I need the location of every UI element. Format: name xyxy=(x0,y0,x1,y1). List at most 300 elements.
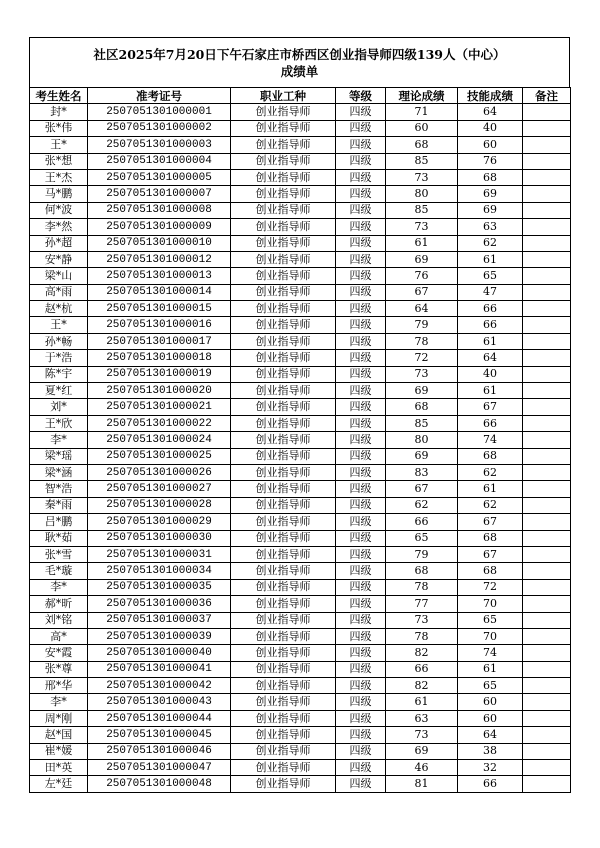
cell-exam-id: 2507051301000010 xyxy=(88,235,231,251)
cell-exam-id: 2507051301000022 xyxy=(88,415,231,431)
table-row xyxy=(30,169,571,185)
cell-theory-score: 61 xyxy=(386,235,458,251)
cell-exam-id: 2507051301000013 xyxy=(88,268,231,284)
cell-exam-id: 2507051301000031 xyxy=(88,546,231,562)
cell-level: 四级 xyxy=(336,628,386,644)
cell-name: 高* xyxy=(30,628,88,644)
cell-level: 四级 xyxy=(336,645,386,661)
cell-theory-score: 80 xyxy=(386,186,458,202)
cell-theory-score: 69 xyxy=(386,251,458,267)
cell-theory-score: 63 xyxy=(386,710,458,726)
cell-occupation: 创业指导师 xyxy=(231,743,336,759)
cell-level: 四级 xyxy=(336,710,386,726)
cell-level: 四级 xyxy=(336,219,386,235)
cell-level: 四级 xyxy=(336,776,386,792)
cell-remarks xyxy=(523,432,571,448)
cell-skill-score: 72 xyxy=(458,579,523,595)
cell-exam-id: 2507051301000009 xyxy=(88,219,231,235)
cell-occupation: 创业指导师 xyxy=(231,694,336,710)
table-row xyxy=(30,301,571,317)
cell-name: 孙*超 xyxy=(30,235,88,251)
cell-occupation: 创业指导师 xyxy=(231,776,336,792)
cell-name: 吕*鹏 xyxy=(30,514,88,530)
cell-name: 孙*畅 xyxy=(30,333,88,349)
cell-remarks xyxy=(523,104,571,120)
cell-level: 四级 xyxy=(336,186,386,202)
cell-level: 四级 xyxy=(336,727,386,743)
cell-remarks xyxy=(523,350,571,366)
cell-remarks xyxy=(523,284,571,300)
cell-skill-score: 40 xyxy=(458,120,523,136)
cell-occupation: 创业指导师 xyxy=(231,350,336,366)
cell-skill-score: 65 xyxy=(458,268,523,284)
cell-level: 四级 xyxy=(336,399,386,415)
table-row xyxy=(30,546,571,562)
cell-occupation: 创业指导师 xyxy=(231,628,336,644)
cell-remarks xyxy=(523,563,571,579)
cell-name: 邢*华 xyxy=(30,678,88,694)
cell-occupation: 创业指导师 xyxy=(231,317,336,333)
cell-level: 四级 xyxy=(336,104,386,120)
cell-exam-id: 2507051301000036 xyxy=(88,596,231,612)
header-row xyxy=(30,88,571,104)
cell-level: 四级 xyxy=(336,579,386,595)
cell-remarks xyxy=(523,251,571,267)
cell-exam-id: 2507051301000040 xyxy=(88,645,231,661)
score-sheet xyxy=(29,37,570,793)
col-header-remarks: 备注 xyxy=(523,88,571,104)
cell-occupation: 创业指导师 xyxy=(231,530,336,546)
cell-skill-score: 62 xyxy=(458,235,523,251)
col-header-exam-id: 准考证号 xyxy=(88,88,231,104)
cell-level: 四级 xyxy=(336,481,386,497)
cell-occupation: 创业指导师 xyxy=(231,268,336,284)
table-row xyxy=(30,497,571,513)
cell-name: 王*杰 xyxy=(30,169,88,185)
cell-theory-score: 76 xyxy=(386,268,458,284)
cell-occupation: 创业指导师 xyxy=(231,202,336,218)
table-row xyxy=(30,350,571,366)
cell-skill-score: 74 xyxy=(458,645,523,661)
cell-remarks xyxy=(523,661,571,677)
cell-occupation: 创业指导师 xyxy=(231,169,336,185)
cell-skill-score: 60 xyxy=(458,137,523,153)
cell-skill-score: 63 xyxy=(458,219,523,235)
cell-level: 四级 xyxy=(336,694,386,710)
cell-name: 赵*杭 xyxy=(30,301,88,317)
cell-exam-id: 2507051301000025 xyxy=(88,448,231,464)
col-header-skill-score: 技能成绩 xyxy=(458,88,523,104)
table-row xyxy=(30,514,571,530)
cell-remarks xyxy=(523,137,571,153)
cell-theory-score: 82 xyxy=(386,678,458,694)
cell-name: 耿*茹 xyxy=(30,530,88,546)
cell-remarks xyxy=(523,333,571,349)
cell-skill-score: 61 xyxy=(458,251,523,267)
cell-name: 何*波 xyxy=(30,202,88,218)
cell-skill-score: 61 xyxy=(458,333,523,349)
table-row xyxy=(30,694,571,710)
cell-level: 四级 xyxy=(336,317,386,333)
cell-exam-id: 2507051301000047 xyxy=(88,760,231,776)
cell-occupation: 创业指导师 xyxy=(231,678,336,694)
cell-level: 四级 xyxy=(336,153,386,169)
cell-theory-score: 78 xyxy=(386,333,458,349)
cell-theory-score: 62 xyxy=(386,497,458,513)
cell-remarks xyxy=(523,514,571,530)
table-row xyxy=(30,628,571,644)
cell-skill-score: 68 xyxy=(458,563,523,579)
cell-name: 于*浩 xyxy=(30,350,88,366)
cell-skill-score: 68 xyxy=(458,530,523,546)
cell-level: 四级 xyxy=(336,301,386,317)
cell-exam-id: 2507051301000024 xyxy=(88,432,231,448)
cell-remarks xyxy=(523,399,571,415)
cell-theory-score: 66 xyxy=(386,514,458,530)
cell-remarks xyxy=(523,546,571,562)
cell-exam-id: 2507051301000020 xyxy=(88,383,231,399)
cell-theory-score: 73 xyxy=(386,219,458,235)
cell-theory-score: 46 xyxy=(386,760,458,776)
cell-theory-score: 67 xyxy=(386,481,458,497)
cell-occupation: 创业指导师 xyxy=(231,415,336,431)
cell-occupation: 创业指导师 xyxy=(231,333,336,349)
cell-level: 四级 xyxy=(336,448,386,464)
table-row xyxy=(30,251,571,267)
table-row xyxy=(30,760,571,776)
cell-exam-id: 2507051301000034 xyxy=(88,563,231,579)
cell-remarks xyxy=(523,628,571,644)
table-row xyxy=(30,481,571,497)
cell-occupation: 创业指导师 xyxy=(231,481,336,497)
cell-occupation: 创业指导师 xyxy=(231,120,336,136)
cell-name: 李* xyxy=(30,579,88,595)
cell-remarks xyxy=(523,415,571,431)
cell-skill-score: 61 xyxy=(458,661,523,677)
cell-exam-id: 2507051301000041 xyxy=(88,661,231,677)
cell-name: 封* xyxy=(30,104,88,120)
table-row xyxy=(30,710,571,726)
cell-occupation: 创业指导师 xyxy=(231,432,336,448)
cell-occupation: 创业指导师 xyxy=(231,137,336,153)
cell-exam-id: 2507051301000015 xyxy=(88,301,231,317)
cell-level: 四级 xyxy=(336,251,386,267)
cell-theory-score: 73 xyxy=(386,612,458,628)
cell-skill-score: 66 xyxy=(458,317,523,333)
cell-skill-score: 70 xyxy=(458,596,523,612)
cell-name: 秦*雨 xyxy=(30,497,88,513)
cell-level: 四级 xyxy=(336,743,386,759)
cell-name: 王*欣 xyxy=(30,415,88,431)
cell-name: 刘*铭 xyxy=(30,612,88,628)
cell-exam-id: 2507051301000018 xyxy=(88,350,231,366)
cell-level: 四级 xyxy=(336,530,386,546)
cell-occupation: 创业指导师 xyxy=(231,579,336,595)
cell-exam-id: 2507051301000035 xyxy=(88,579,231,595)
cell-theory-score: 68 xyxy=(386,137,458,153)
table-row xyxy=(30,596,571,612)
score-table xyxy=(29,87,571,793)
cell-name: 左*廷 xyxy=(30,776,88,792)
cell-level: 四级 xyxy=(336,612,386,628)
cell-theory-score: 69 xyxy=(386,743,458,759)
cell-exam-id: 2507051301000046 xyxy=(88,743,231,759)
cell-theory-score: 61 xyxy=(386,694,458,710)
cell-skill-score: 76 xyxy=(458,153,523,169)
cell-occupation: 创业指导师 xyxy=(231,497,336,513)
cell-occupation: 创业指导师 xyxy=(231,219,336,235)
cell-exam-id: 2507051301000012 xyxy=(88,251,231,267)
cell-skill-score: 68 xyxy=(458,448,523,464)
table-row xyxy=(30,268,571,284)
cell-level: 四级 xyxy=(336,514,386,530)
cell-remarks xyxy=(523,186,571,202)
cell-exam-id: 2507051301000030 xyxy=(88,530,231,546)
cell-theory-score: 66 xyxy=(386,661,458,677)
cell-skill-score: 67 xyxy=(458,399,523,415)
cell-theory-score: 64 xyxy=(386,301,458,317)
cell-remarks xyxy=(523,366,571,382)
cell-theory-score: 79 xyxy=(386,317,458,333)
table-row xyxy=(30,284,571,300)
cell-theory-score: 79 xyxy=(386,546,458,562)
cell-theory-score: 73 xyxy=(386,169,458,185)
cell-exam-id: 2507051301000037 xyxy=(88,612,231,628)
table-row xyxy=(30,333,571,349)
cell-level: 四级 xyxy=(336,268,386,284)
cell-exam-id: 2507051301000044 xyxy=(88,710,231,726)
cell-remarks xyxy=(523,464,571,480)
cell-level: 四级 xyxy=(336,596,386,612)
table-row xyxy=(30,563,571,579)
table-row xyxy=(30,104,571,120)
cell-exam-id: 2507051301000014 xyxy=(88,284,231,300)
cell-level: 四级 xyxy=(336,383,386,399)
table-row xyxy=(30,219,571,235)
table-row xyxy=(30,153,571,169)
cell-remarks xyxy=(523,743,571,759)
cell-theory-score: 85 xyxy=(386,153,458,169)
cell-exam-id: 2507051301000043 xyxy=(88,694,231,710)
cell-name: 李*然 xyxy=(30,219,88,235)
cell-skill-score: 62 xyxy=(458,497,523,513)
cell-name: 张*雪 xyxy=(30,546,88,562)
table-row xyxy=(30,612,571,628)
cell-skill-score: 66 xyxy=(458,415,523,431)
cell-remarks xyxy=(523,317,571,333)
cell-name: 智*浩 xyxy=(30,481,88,497)
cell-level: 四级 xyxy=(336,350,386,366)
cell-exam-id: 2507051301000048 xyxy=(88,776,231,792)
table-row xyxy=(30,137,571,153)
cell-level: 四级 xyxy=(336,546,386,562)
cell-theory-score: 71 xyxy=(386,104,458,120)
cell-level: 四级 xyxy=(336,497,386,513)
cell-occupation: 创业指导师 xyxy=(231,710,336,726)
cell-theory-score: 68 xyxy=(386,399,458,415)
cell-theory-score: 82 xyxy=(386,645,458,661)
cell-name: 马*鹏 xyxy=(30,186,88,202)
page-title: 社区2025年7月20日下午石家庄市桥西区创业指导师四级139人（中心） xyxy=(93,46,506,62)
cell-occupation: 创业指导师 xyxy=(231,546,336,562)
table-row xyxy=(30,678,571,694)
cell-name: 梁*山 xyxy=(30,268,88,284)
cell-name: 李* xyxy=(30,694,88,710)
cell-name: 张*想 xyxy=(30,153,88,169)
table-row xyxy=(30,661,571,677)
cell-name: 毛*璇 xyxy=(30,563,88,579)
cell-theory-score: 68 xyxy=(386,563,458,579)
table-row xyxy=(30,776,571,792)
cell-skill-score: 70 xyxy=(458,628,523,644)
cell-level: 四级 xyxy=(336,464,386,480)
cell-remarks xyxy=(523,596,571,612)
cell-skill-score: 69 xyxy=(458,202,523,218)
cell-theory-score: 72 xyxy=(386,350,458,366)
col-header-occupation: 职业工种 xyxy=(231,88,336,104)
table-row xyxy=(30,235,571,251)
cell-exam-id: 2507051301000019 xyxy=(88,366,231,382)
cell-occupation: 创业指导师 xyxy=(231,284,336,300)
cell-theory-score: 85 xyxy=(386,415,458,431)
cell-level: 四级 xyxy=(336,366,386,382)
cell-name: 陈*宇 xyxy=(30,366,88,382)
cell-level: 四级 xyxy=(336,235,386,251)
cell-remarks xyxy=(523,235,571,251)
table-row xyxy=(30,120,571,136)
cell-level: 四级 xyxy=(336,661,386,677)
table-row xyxy=(30,366,571,382)
cell-occupation: 创业指导师 xyxy=(231,383,336,399)
col-header-name: 考生姓名 xyxy=(30,88,88,104)
cell-theory-score: 81 xyxy=(386,776,458,792)
cell-name: 王* xyxy=(30,317,88,333)
cell-level: 四级 xyxy=(336,137,386,153)
cell-exam-id: 2507051301000001 xyxy=(88,104,231,120)
cell-skill-score: 64 xyxy=(458,727,523,743)
table-row xyxy=(30,743,571,759)
cell-exam-id: 2507051301000026 xyxy=(88,464,231,480)
cell-name: 安*静 xyxy=(30,251,88,267)
cell-occupation: 创业指导师 xyxy=(231,301,336,317)
cell-skill-score: 65 xyxy=(458,612,523,628)
cell-name: 梁*瑶 xyxy=(30,448,88,464)
cell-occupation: 创业指导师 xyxy=(231,514,336,530)
cell-skill-score: 64 xyxy=(458,350,523,366)
cell-occupation: 创业指导师 xyxy=(231,612,336,628)
table-row xyxy=(30,399,571,415)
cell-occupation: 创业指导师 xyxy=(231,399,336,415)
cell-remarks xyxy=(523,120,571,136)
cell-remarks xyxy=(523,383,571,399)
cell-name: 李* xyxy=(30,432,88,448)
cell-theory-score: 65 xyxy=(386,530,458,546)
cell-exam-id: 2507051301000002 xyxy=(88,120,231,136)
cell-remarks xyxy=(523,448,571,464)
cell-remarks xyxy=(523,612,571,628)
cell-name: 郝*昕 xyxy=(30,596,88,612)
col-header-level: 等级 xyxy=(336,88,386,104)
cell-skill-score: 38 xyxy=(458,743,523,759)
table-row xyxy=(30,415,571,431)
cell-remarks xyxy=(523,727,571,743)
cell-exam-id: 2507051301000003 xyxy=(88,137,231,153)
cell-occupation: 创业指导师 xyxy=(231,661,336,677)
cell-exam-id: 2507051301000029 xyxy=(88,514,231,530)
table-row xyxy=(30,202,571,218)
table-row xyxy=(30,579,571,595)
cell-theory-score: 73 xyxy=(386,727,458,743)
cell-name: 张*尊 xyxy=(30,661,88,677)
cell-occupation: 创业指导师 xyxy=(231,448,336,464)
cell-occupation: 创业指导师 xyxy=(231,645,336,661)
cell-theory-score: 77 xyxy=(386,596,458,612)
cell-remarks xyxy=(523,760,571,776)
cell-name: 梁*涵 xyxy=(30,464,88,480)
table-row xyxy=(30,727,571,743)
cell-skill-score: 66 xyxy=(458,301,523,317)
cell-exam-id: 2507051301000008 xyxy=(88,202,231,218)
cell-occupation: 创业指导师 xyxy=(231,251,336,267)
cell-name: 夏*红 xyxy=(30,383,88,399)
cell-theory-score: 60 xyxy=(386,120,458,136)
cell-skill-score: 66 xyxy=(458,776,523,792)
cell-theory-score: 69 xyxy=(386,448,458,464)
cell-theory-score: 69 xyxy=(386,383,458,399)
cell-level: 四级 xyxy=(336,120,386,136)
cell-level: 四级 xyxy=(336,415,386,431)
col-header-theory-score: 理论成绩 xyxy=(386,88,458,104)
cell-occupation: 创业指导师 xyxy=(231,760,336,776)
cell-remarks xyxy=(523,301,571,317)
cell-skill-score: 69 xyxy=(458,186,523,202)
cell-occupation: 创业指导师 xyxy=(231,366,336,382)
cell-remarks xyxy=(523,694,571,710)
cell-occupation: 创业指导师 xyxy=(231,596,336,612)
cell-exam-id: 2507051301000004 xyxy=(88,153,231,169)
cell-level: 四级 xyxy=(336,760,386,776)
table-row xyxy=(30,448,571,464)
cell-level: 四级 xyxy=(336,563,386,579)
cell-name: 王* xyxy=(30,137,88,153)
cell-theory-score: 73 xyxy=(386,366,458,382)
cell-level: 四级 xyxy=(336,202,386,218)
cell-skill-score: 47 xyxy=(458,284,523,300)
table-row xyxy=(30,530,571,546)
cell-skill-score: 60 xyxy=(458,694,523,710)
cell-name: 高*雨 xyxy=(30,284,88,300)
cell-occupation: 创业指导师 xyxy=(231,104,336,120)
table-row xyxy=(30,186,571,202)
cell-exam-id: 2507051301000045 xyxy=(88,727,231,743)
cell-name: 周*刚 xyxy=(30,710,88,726)
cell-name: 刘* xyxy=(30,399,88,415)
cell-skill-score: 67 xyxy=(458,546,523,562)
cell-exam-id: 2507051301000027 xyxy=(88,481,231,497)
cell-remarks xyxy=(523,202,571,218)
cell-remarks xyxy=(523,169,571,185)
table-row xyxy=(30,383,571,399)
cell-occupation: 创业指导师 xyxy=(231,727,336,743)
cell-skill-score: 61 xyxy=(458,383,523,399)
page-subtitle: 成绩单 xyxy=(280,63,319,79)
cell-theory-score: 80 xyxy=(386,432,458,448)
cell-exam-id: 2507051301000042 xyxy=(88,678,231,694)
cell-name: 张*伟 xyxy=(30,120,88,136)
table-row xyxy=(30,464,571,480)
cell-skill-score: 64 xyxy=(458,104,523,120)
cell-level: 四级 xyxy=(336,169,386,185)
